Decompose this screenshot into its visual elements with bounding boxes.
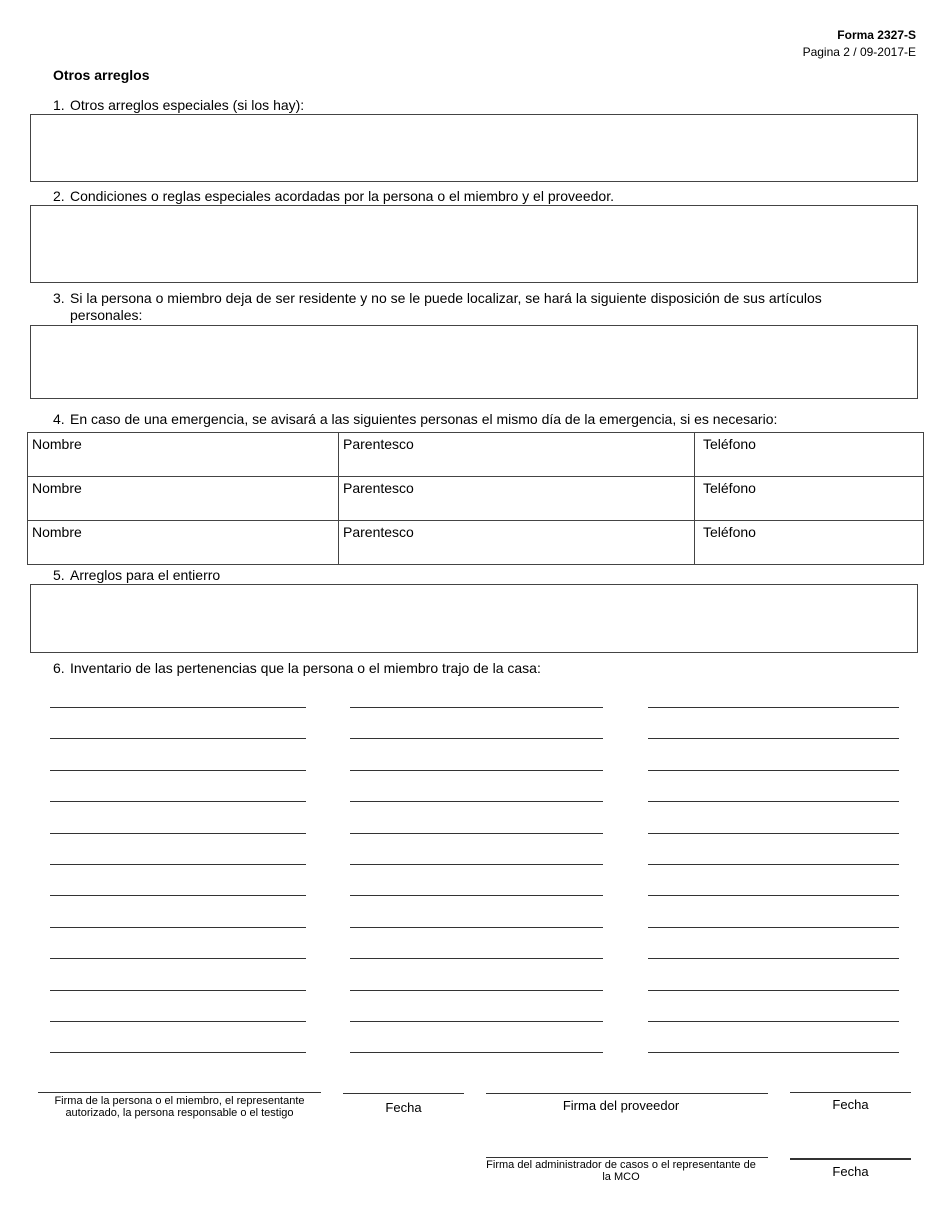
inventory-line[interactable]	[350, 990, 603, 991]
question-5-text: Arreglos para el entierro	[70, 567, 221, 583]
inventory-line[interactable]	[350, 833, 603, 834]
contact-2-phone-cell[interactable]: Teléfono	[695, 477, 924, 521]
question-2-text: Condiciones o reglas especiales acordadas por la persona o el miembro y el proveedor.	[70, 188, 614, 204]
inventory-line[interactable]	[648, 895, 899, 896]
contact-1-phone-cell[interactable]: Teléfono	[695, 433, 924, 477]
inventory-line[interactable]	[648, 958, 899, 959]
inventory-line[interactable]	[50, 707, 306, 708]
inventory-line[interactable]	[648, 1021, 899, 1022]
section-title: Otros arreglos	[53, 67, 150, 83]
special-arrangements-field[interactable]	[30, 114, 918, 182]
contact-3-phone-cell[interactable]: Teléfono	[695, 521, 924, 565]
inventory-line[interactable]	[648, 990, 899, 991]
table-row	[28, 477, 924, 521]
inventory-line[interactable]	[648, 707, 899, 708]
inventory-line[interactable]	[648, 927, 899, 928]
inventory-line[interactable]	[50, 864, 306, 865]
inventory-line[interactable]	[350, 1052, 603, 1053]
question-4-number: 4.	[53, 411, 65, 427]
inventory-line[interactable]	[350, 1021, 603, 1022]
contact-2-relationship-cell[interactable]: Parentesco	[339, 477, 695, 521]
inventory-line[interactable]	[350, 864, 603, 865]
inventory-line[interactable]	[50, 833, 306, 834]
question-4	[53, 411, 893, 428]
inventory-line[interactable]	[648, 833, 899, 834]
question-3	[53, 290, 893, 324]
inventory-line[interactable]	[50, 1021, 306, 1022]
question-5	[53, 567, 893, 584]
question-5-number: 5.	[53, 567, 65, 583]
inventory-line[interactable]	[50, 927, 306, 928]
date-2-label: Fecha	[832, 1097, 869, 1112]
contact-3-name-cell[interactable]: Nombre	[28, 521, 339, 565]
inventory-line[interactable]	[648, 864, 899, 865]
emergency-contacts-table	[27, 432, 924, 565]
special-conditions-field[interactable]	[30, 205, 918, 283]
provider-signature-label: Firma del proveedor	[562, 1098, 680, 1113]
inventory-line[interactable]	[350, 738, 603, 739]
inventory-line[interactable]	[350, 801, 603, 802]
inventory-line[interactable]	[648, 801, 899, 802]
member-signature-line[interactable]	[38, 1092, 321, 1093]
question-2-number: 2.	[53, 188, 65, 204]
question-6-number: 6.	[53, 660, 65, 676]
question-6-text: Inventario de las pertenencias que la persona o el miembro trajo de la casa:	[70, 660, 541, 676]
provider-signature-line[interactable]	[486, 1093, 768, 1094]
inventory-line[interactable]	[648, 738, 899, 739]
belongings-disposition-field[interactable]	[30, 325, 918, 399]
question-1-number: 1.	[53, 97, 65, 113]
date-1-line[interactable]	[343, 1093, 464, 1094]
burial-arrangements-field[interactable]	[30, 584, 918, 653]
inventory-line[interactable]	[50, 990, 306, 991]
question-3-number: 3.	[53, 290, 65, 306]
table-row	[28, 433, 924, 477]
question-4-text: En caso de una emergencia, se avisará a las siguientes personas el mismo día de la emergencia, si es necesario:	[70, 411, 778, 427]
date-1-label: Fecha	[385, 1100, 422, 1115]
date-3-line[interactable]	[790, 1158, 911, 1160]
date-3-label: Fecha	[832, 1164, 869, 1179]
inventory-line[interactable]	[50, 770, 306, 771]
question-1	[53, 97, 893, 114]
inventory-line[interactable]	[350, 927, 603, 928]
case-manager-signature-line[interactable]	[486, 1157, 768, 1158]
inventory-line[interactable]	[350, 958, 603, 959]
date-2-line[interactable]	[790, 1092, 911, 1093]
page-info: Pagina 2 / 09-2017-E	[802, 45, 916, 59]
contact-1-name-cell[interactable]: Nombre	[28, 433, 339, 477]
inventory-line[interactable]	[648, 770, 899, 771]
case-manager-signature-label: Firma del administrador de casos o el representante de la MCO	[486, 1159, 756, 1183]
inventory-line[interactable]	[350, 770, 603, 771]
inventory-line[interactable]	[50, 801, 306, 802]
contact-1-relationship-cell[interactable]: Parentesco	[339, 433, 695, 477]
question-6	[53, 660, 893, 677]
inventory-line[interactable]	[50, 895, 306, 896]
form-number: Forma 2327-S	[837, 28, 916, 42]
contact-3-relationship-cell[interactable]: Parentesco	[339, 521, 695, 565]
inventory-line[interactable]	[350, 707, 603, 708]
question-3-text: Si la persona o miembro deja de ser residente y no se le puede localizar, se hará la siguiente disposición de sus artículos personales:	[70, 290, 822, 323]
inventory-line[interactable]	[648, 1052, 899, 1053]
inventory-line[interactable]	[50, 958, 306, 959]
inventory-line[interactable]	[350, 895, 603, 896]
question-2	[53, 188, 893, 205]
inventory-line[interactable]	[50, 738, 306, 739]
table-row	[28, 521, 924, 565]
inventory-line[interactable]	[50, 1052, 306, 1053]
member-signature-label: Firma de la persona o el miembro, el representante autorizado, la persona responsable o el testigo	[54, 1095, 305, 1119]
contact-2-name-cell[interactable]: Nombre	[28, 477, 339, 521]
question-1-text: Otros arreglos especiales (si los hay):	[70, 97, 305, 113]
